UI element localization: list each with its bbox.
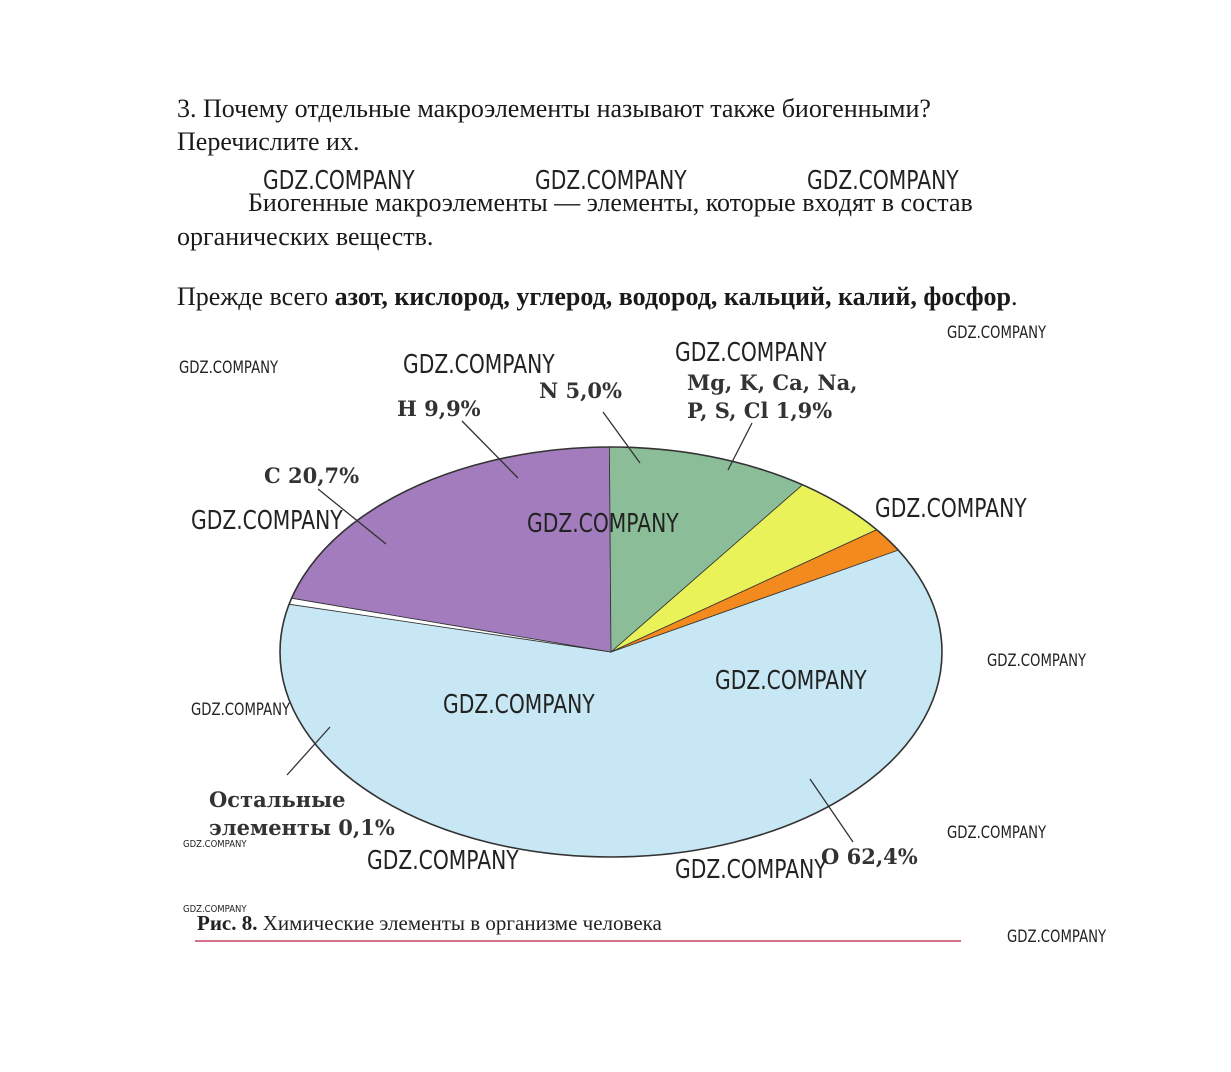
watermark: GDZ.COMPANY <box>675 855 827 885</box>
watermark: GDZ.COMPANY <box>263 166 415 196</box>
list-prefix: Прежде всего <box>177 282 335 311</box>
watermark: GDZ.COMPANY <box>403 350 555 380</box>
watermark: GDZ.COMPANY <box>191 506 343 536</box>
watermark: GDZ.COMPANY <box>179 358 279 378</box>
figure-caption <box>197 911 662 936</box>
label-n: N 5,0% <box>539 378 622 403</box>
caption-underline <box>195 940 961 942</box>
watermark: GDZ.COMPANY <box>675 338 827 368</box>
watermark: GDZ.COMPANY <box>947 823 1047 843</box>
list-elements: азот, кислород, углерод, водород, кальций, калий, фосфор <box>334 282 1012 311</box>
watermark: GDZ.COMPANY <box>875 494 1027 524</box>
watermark: GDZ.COMPANY <box>191 700 291 720</box>
watermark: GDZ.COMPANY <box>987 651 1087 671</box>
watermark: GDZ.COMPANY <box>183 839 247 850</box>
caption-label: Рис. 8. <box>197 911 258 935</box>
watermark: GDZ.COMPANY <box>367 846 519 876</box>
label-mg-line2: P, S, Cl 1,9% <box>687 398 833 423</box>
answer-line-1: Биогенные макроэлементы — элементы, которые входят в состав <box>248 188 973 217</box>
watermark: GDZ.COMPANY <box>443 690 595 720</box>
label-mg-line1: Mg, K, Ca, Na, <box>687 370 858 395</box>
watermark: GDZ.COMPANY <box>715 666 867 696</box>
label-other-line1: Остальные <box>209 787 346 812</box>
label-o: O 62,4% <box>821 844 918 869</box>
watermark: GDZ.COMPANY <box>183 904 247 915</box>
label-other-line2: элементы 0,1% <box>209 815 395 840</box>
watermark: GDZ.COMPANY <box>807 166 959 196</box>
label-h: H 9,9% <box>397 396 481 421</box>
list-suffix: . <box>1011 282 1018 311</box>
answer-line-2: органических веществ. <box>177 222 434 251</box>
question-text: 3. Почему отдельные макроэлементы называют также биогенными? Перечислите их. <box>177 94 931 156</box>
watermark: GDZ.COMPANY <box>527 509 679 539</box>
watermark: GDZ.COMPANY <box>535 166 687 196</box>
watermark: GDZ.COMPANY <box>1007 927 1107 947</box>
watermark: GDZ.COMPANY <box>947 323 1047 343</box>
caption-text: Химические элементы в организме человека <box>257 911 662 935</box>
label-c: C 20,7% <box>264 463 360 488</box>
